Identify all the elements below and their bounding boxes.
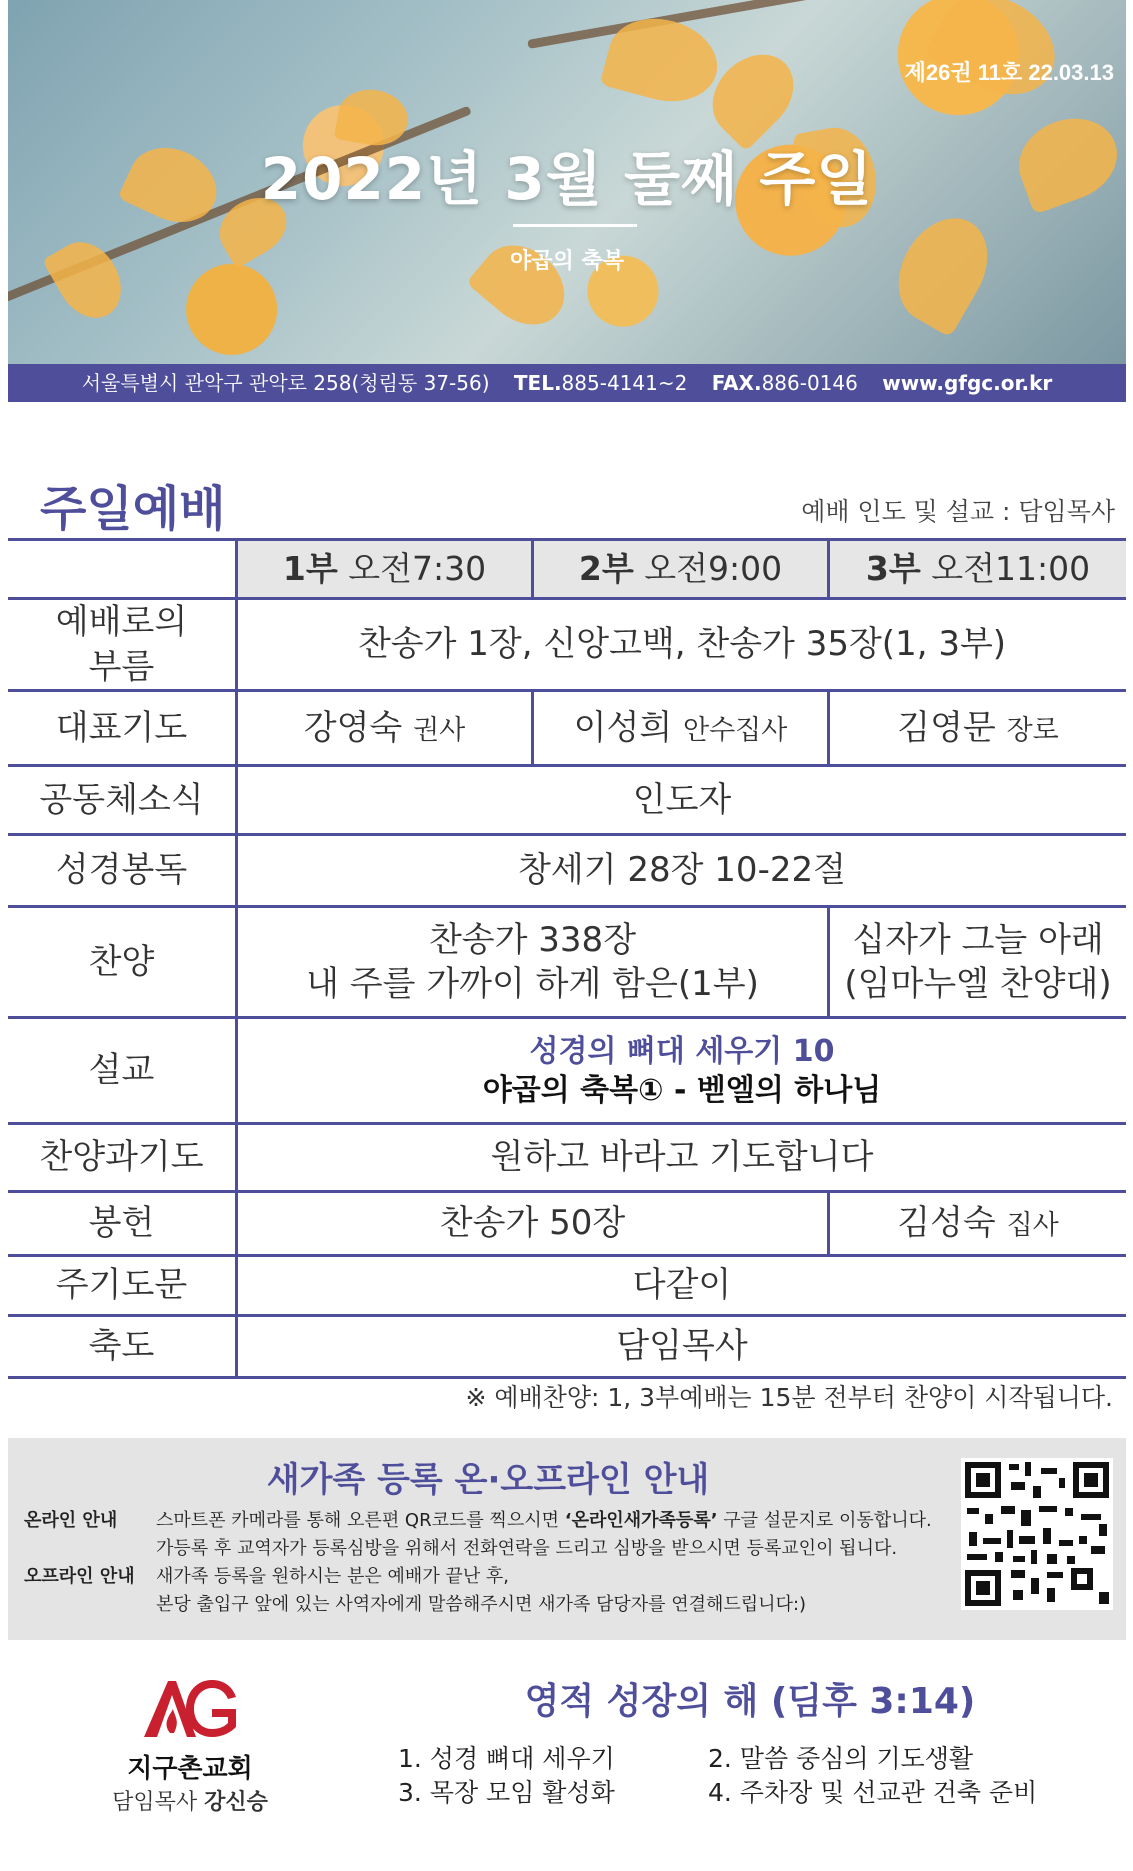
row-label: 찬양 [8,908,238,1016]
scripture-value: 창세기 28장 10-22절 [518,850,846,891]
service-1-header: 1부 오전7:30 [238,541,534,597]
page-subtitle: 야곱의 축복 [510,249,624,274]
online-line-2: 가등록 후 교역자가 등록심방을 위해서 전화연락을 드리고 심방을 받으시면 등록교인이 됩니다. [156,1538,898,1559]
news-value: 인도자 [632,779,732,820]
fax-text: 886-0146 [761,371,858,395]
prayer-3: 김영문 장로 [897,707,1059,748]
page-title: 2022년 3월 둘째 주일 [260,145,874,213]
sermon-series: 성경의 뼈대 세우기 10 [529,1033,835,1069]
website-link[interactable]: www.gfgc.or.kr [882,371,1053,395]
qr-code[interactable] [961,1458,1113,1610]
table-row-call [8,600,1126,692]
table-row-benediction [8,1317,1126,1379]
leader-note: 예배 인도 및 설교 : 담임목사 [801,497,1115,526]
table-row-scripture [8,836,1126,908]
table-row-offering [8,1193,1126,1257]
section-title-worship: 주일예배 [40,481,226,537]
row-label: 축도 [8,1317,238,1376]
row-label: 찬양과기도 [8,1125,238,1190]
new-family-panel [8,1438,1126,1640]
row-label: 예배로의 부름 [8,600,238,689]
praise-choir: 십자가 그늘 아래 (임마누엘 찬양대) [844,919,1112,1004]
praise-prayer-value: 원하고 바라고 기도합니다 [490,1137,874,1178]
table-row-news [8,767,1126,836]
table-row-prayer [8,692,1126,767]
church-name: 지구촌교회 [127,1754,253,1784]
row-label: 성경봉독 [8,836,238,905]
praise-note: ※ 예배찬양: 1, 3부예배는 15분 전부터 찬양이 시작됩니다. [465,1383,1113,1412]
table-row-praise-prayer [8,1125,1126,1193]
offering-hymn: 찬송가 50장 [238,1193,830,1254]
row-label: 설교 [8,1019,238,1122]
row-label: 봉헌 [8,1193,238,1254]
benediction-value: 담임목사 [616,1326,748,1367]
title-divider [513,224,637,227]
goal-item-1: 1. 성경 뼈대 세우기 [398,1744,615,1773]
table-row-lords-prayer [8,1257,1126,1317]
contact-bar [8,364,1126,402]
church-logo [140,1675,240,1745]
row-label: 대표기도 [8,692,238,764]
online-label: 온라인 안내 [24,1510,118,1531]
fax-label: FAX. [711,371,762,395]
address-text: 서울특별시 관악구 관악로 258(청림동 37-56) [81,371,490,395]
offline-line-1: 새가족 등록을 원하시는 분은 예배가 끝난 후, [156,1566,510,1587]
goal-item-4: 4. 주차장 및 선교관 건축 준비 [708,1778,1038,1807]
tel-label: TEL. [513,371,562,395]
row-label: 공동체소식 [8,767,238,833]
offline-label: 오프라인 안내 [24,1566,135,1587]
tel-text: 885-4141~2 [561,371,688,395]
goal-item-2: 2. 말씀 중심의 기도생활 [708,1744,974,1773]
sermon-title: 야곱의 축복① - 벧엘의 하나님 [482,1072,882,1108]
table-row-sermon [8,1019,1126,1125]
praise-hymn: 찬송가 338장 내 주를 가까이 하게 함은(1부) [238,908,830,1016]
worship-table [8,538,1126,1367]
pastor-line: 담임목사 강신승 [112,1790,268,1815]
row-label: 주기도문 [8,1257,238,1314]
offering-person: 김성숙 집사 [897,1203,1059,1244]
hero-banner [8,0,1126,364]
table-row-praise [8,908,1126,1019]
table-header-row [8,541,1126,600]
online-line-1: 스마트폰 카메라를 통해 오른편 QR코드를 찍으시면 ‘온라인새가족등록’ 구글 설문지로 이동합니다. [156,1510,932,1531]
header-empty-cell [8,541,238,597]
offline-line-2: 본당 출입구 앞에 있는 사역자에게 말씀해주시면 새가족 담당자를 연결해드립니다:) [156,1594,807,1615]
goal-item-3: 3. 목장 모임 활성화 [398,1778,615,1807]
sermon-value [238,1019,1126,1122]
lords-prayer-value: 다같이 [632,1265,732,1306]
prayer-2: 이성희 안수집사 [534,692,830,764]
issue-number: 제26권 11호 22.03.13 [904,60,1114,85]
new-family-title: 새가족 등록 온·오프라인 안내 [266,1460,710,1500]
call-value: 찬송가 1장, 신앙고백, 찬송가 35장(1, 3부) [357,624,1007,665]
year-theme-title: 영적 성장의 해 (딤후 3:14) [524,1681,976,1722]
prayer-1: 강영숙 권사 [238,692,534,764]
service-3-header: 3부 오전11:00 [830,541,1126,597]
service-2-header: 2부 오전9:00 [534,541,830,597]
